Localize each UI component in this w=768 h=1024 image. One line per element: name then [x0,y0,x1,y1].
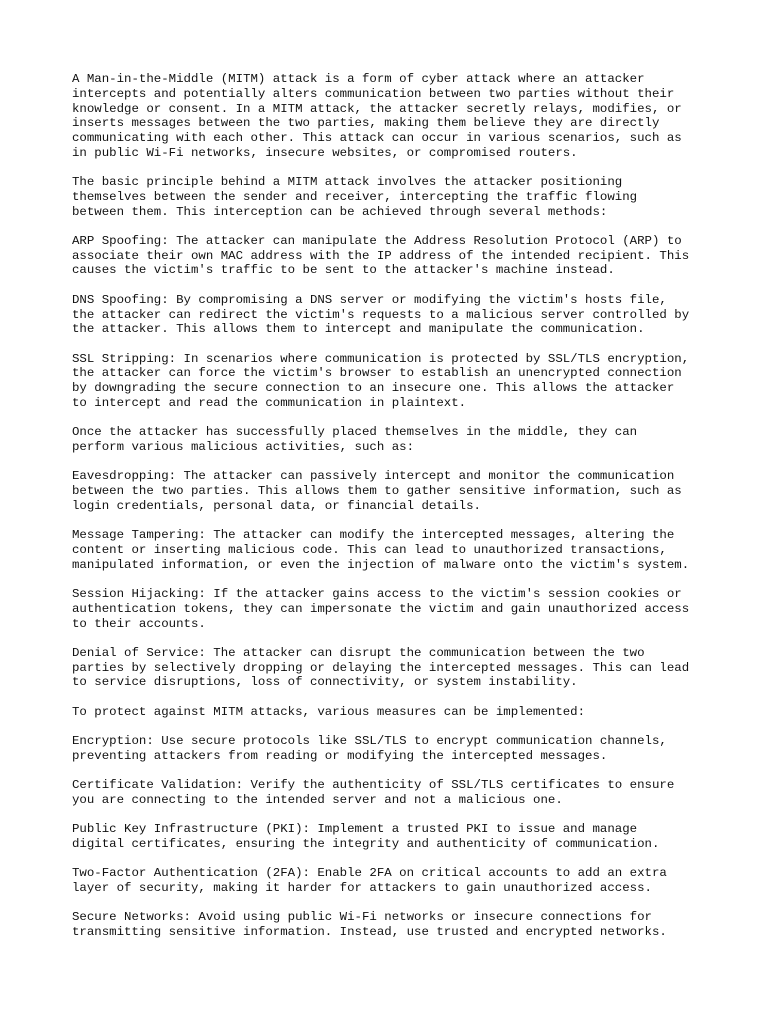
paragraph-secure-networks: Secure Networks: Avoid using public Wi-Fi networks or insecure connections for transmitting sensitive information. Instead, use trusted and encrypted networks. [72,910,667,940]
paragraph-malicious-activities: Once the attacker has successfully placed themselves in the middle, they can perform various malicious activities, such as: [72,425,638,454]
paragraph-session-hijacking: Session Hijacking: If the attacker gains access to the victim's session cookies or authentication tokens, they can impersonate the victim and gain unauthorized access to their accounts. [72,587,690,631]
paragraph-pki: Public Key Infrastructure (PKI): Implement a trusted PKI to issue and manage digital certificates, ensuring the integrity and authenticity of communication. [72,822,660,851]
paragraph-encryption: Encryption: Use secure protocols like SSL/TLS to encrypt communication channels, preventing attackers from reading or modifying the intercepted messages. [72,734,667,763]
document-body [72,72,712,955]
paragraph-2fa: Two-Factor Authentication (2FA): Enable 2FA on critical accounts to add an extra layer of security, making it harder for attackers to gain unauthorized access. [72,866,667,896]
paragraph-dns-spoofing: DNS Spoofing: By compromising a DNS server or modifying the victim's hosts file, the attacker can redirect the victim's requests to a malicious server controlled by the attacker. This allows them to intercept and manipulate the communication. [72,292,690,337]
paragraph-intro: A Man-in-the-Middle (MITM) attack is a form of cyber attack where an attacker intercepts and potentially alters communication between two parties without their knowledge or consent. In a MITM attack, the attacker secretly relays, modifies, or inserts messages between the two parties, making them believe they are directly communicating with each other. This attack can occur in various scenarios, such as in public Wi-Fi networks, insecure websites, or compromised routers. [72,72,682,160]
paragraph-basic-principle: The basic principle behind a MITM attack involves the attacker positioning themselves between the sender and receiver, intercepting the traffic flowing between them. This interception can be achieved through several methods: [72,175,638,219]
paragraph-ssl-stripping: SSL Stripping: In scenarios where communication is protected by SSL/TLS encryption, the attacker can force the victim's browser to establish an unencrypted connection by downgrading the secure connection to an insecure one. This allows the attacker to intercept and read the communication in plaintext. [72,351,690,410]
paragraph-eavesdropping: Eavesdropping: The attacker can passively intercept and monitor the communication between the two parties. This allows them to gather sensitive information, such as login credentials, personal data, or financial details. [72,469,682,513]
paragraph-protection-intro: To protect against MITM attacks, various measures can be implemented: [72,704,586,719]
paragraph-arp-spoofing: ARP Spoofing: The attacker can manipulate the Address Resolution Protocol (ARP) to associate their own MAC address with the IP address of the intended recipient. This causes the victim's traffic to be sent to the attacker's machine instead. [72,233,690,278]
paragraph-certificate-validation: Certificate Validation: Verify the authenticity of SSL/TLS certificates to ensure you are connecting to the intended server and not a malicious one. [72,778,675,807]
paragraph-denial-of-service: Denial of Service: The attacker can disrupt the communication between the two parties by selectively dropping or delaying the intercepted messages. This can lead to service disruptions, loss of connectivity, or system instability. [72,645,690,690]
paragraph-message-tampering: Message Tampering: The attacker can modify the intercepted messages, altering the content or inserting malicious code. This can lead to unauthorized transactions, manipulated information, or even the injection of malware onto the victim's system. [72,528,690,572]
